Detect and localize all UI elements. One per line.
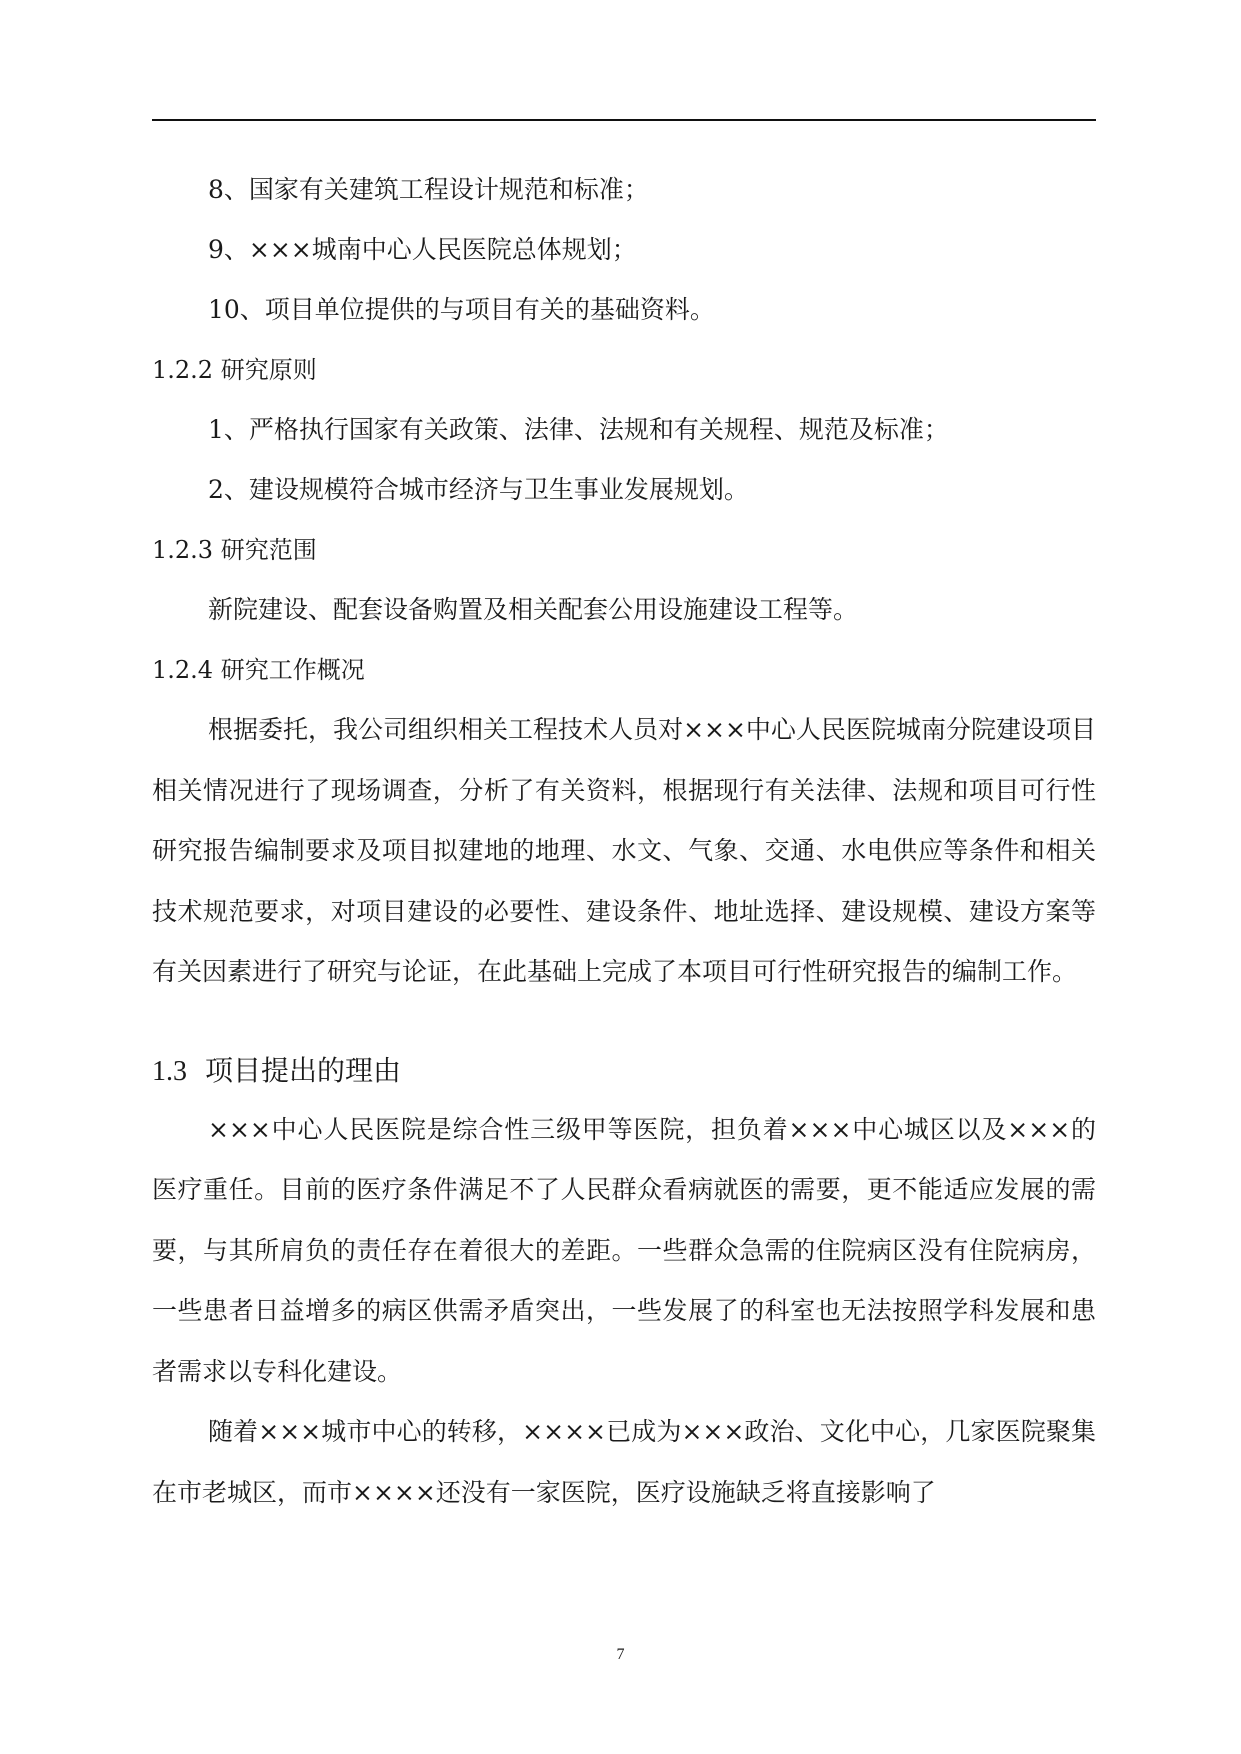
page-number: 7	[616, 1646, 625, 1663]
section-heading-1-3	[152, 1051, 1096, 1092]
list-item: 2、建设规模符合城市经济与卫生事业发展规划。	[208, 475, 749, 504]
scope-text: 新院建设、配套设备购置及相关配套公用设施建设工程等。	[208, 595, 859, 624]
header-rule	[152, 119, 1096, 121]
list-item: 10、项目单位提供的与项目有关的基础资料。	[208, 295, 715, 324]
section-number: 1.3	[152, 1055, 187, 1087]
page-body	[152, 160, 1096, 1523]
overview-paragraph: 根据委托，我公司组织相关工程技术人员对×××中心人民医院城南分院建设项目相关情况进行了现场调查，分析了有关资料，根据现行有关法律、法规和项目可行性研究报告编制要求及项目拟建地的地理、水文、气象、交通、水电供应等条件和相关技术规范要求，对项目建设的必要性、建设条件、地址选择、建设规模、建设方案等有关因素进行了研究与论证，在此基础上完成了本项目可行性研究报告的编制工作。	[152, 715, 1096, 986]
subsection-heading-1-2-3: 1.2.3 研究范围	[152, 536, 317, 564]
subsection-heading-1-2-4: 1.2.4 研究工作概况	[152, 656, 365, 684]
reason-paragraph: 随着×××城市中心的转移，××××已成为×××政治、文化中心，几家医院聚集在市老城区，而市××××还没有一家医院，医疗设施缺乏将直接影响了	[152, 1417, 1096, 1507]
section-title: 项目提出的理由	[205, 1053, 402, 1087]
reason-paragraph: ×××中心人民医院是综合性三级甲等医院，担负着×××中心城区以及×××的医疗重任。目前的医疗条件满足不了人民群众看病就医的需要，更不能适应发展的需要，与其所肩负的责任存在着很大的差距。一些群众急需的住院病区没有住院病房，一些患者日益增多的病区供需矛盾突出，一些发展了的科室也无法按照学科发展和患者需求以专科化建设。	[152, 1114, 1096, 1386]
subsection-heading-1-2-2: 1.2.2 研究原则	[152, 356, 317, 384]
list-item: 8、国家有关建筑工程设计规范和标准；	[208, 175, 649, 204]
list-item: 1、严格执行国家有关政策、法律、法规和有关规程、规范及标准；	[208, 415, 949, 444]
list-item: 9、×××城南中心人民医院总体规划；	[208, 235, 637, 264]
